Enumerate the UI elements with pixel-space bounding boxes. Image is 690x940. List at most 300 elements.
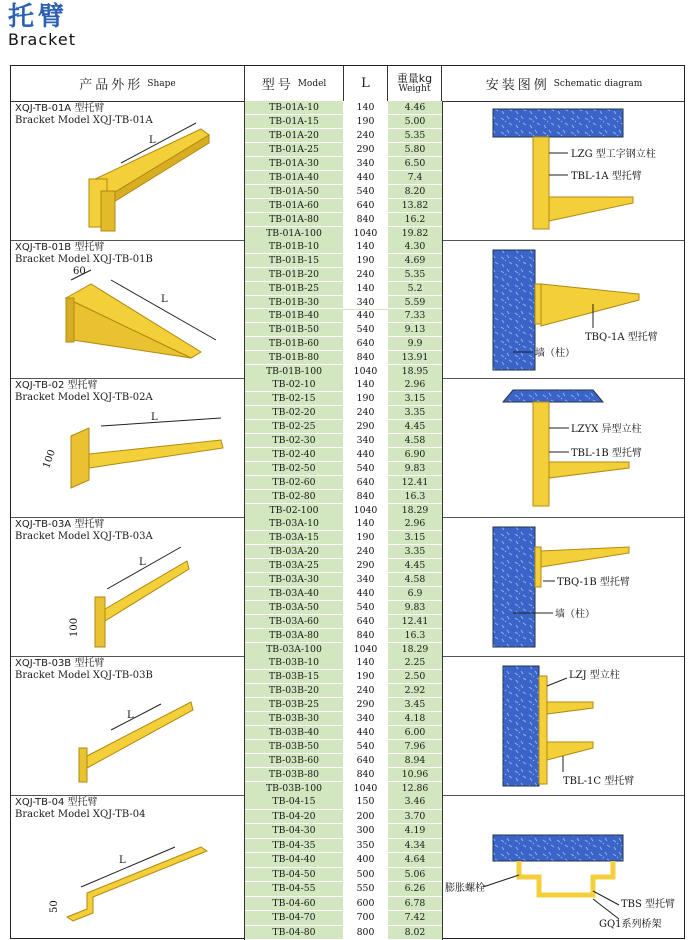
rows-tb-02 bbox=[245, 378, 442, 517]
shape-title-cn: XQJ-TB-04 型托臂 bbox=[15, 797, 145, 809]
length-cell: 190 bbox=[344, 392, 388, 405]
model-cell: TB-01A-10 bbox=[245, 101, 344, 114]
weight-cell: 16.2 bbox=[388, 213, 442, 226]
model-cell: TB-03A-15 bbox=[245, 531, 344, 544]
diagram-label-1: 膨胀螺栓 bbox=[445, 881, 485, 894]
diagram-label-2: 墙（柱） bbox=[555, 607, 595, 620]
length-cell: 540 bbox=[344, 185, 388, 198]
header-length bbox=[344, 66, 388, 101]
model-cell: TB-03B-50 bbox=[245, 740, 344, 753]
weight-cell: 5.35 bbox=[388, 129, 442, 142]
rows-tb-03b bbox=[245, 656, 442, 795]
weight-cell: 5.35 bbox=[388, 268, 442, 281]
model-cell: TB-01A-25 bbox=[245, 143, 344, 156]
shape-title-cn: XQJ-TB-03A 型托臂 bbox=[15, 519, 153, 531]
diagram-04-illustration bbox=[443, 795, 687, 940]
weight-cell: 9.83 bbox=[388, 462, 442, 475]
table-row bbox=[245, 351, 442, 365]
length-cell: 640 bbox=[344, 337, 388, 350]
table-row bbox=[245, 656, 442, 670]
shape-title-en: Bracket Model XQJ-TB-01B bbox=[15, 254, 153, 266]
model-cell: TB-03A-25 bbox=[245, 559, 344, 572]
shape-cell bbox=[11, 656, 245, 795]
weight-cell: 4.69 bbox=[388, 254, 442, 267]
weight-cell: 8.02 bbox=[388, 926, 442, 940]
shape-cell bbox=[11, 795, 245, 940]
length-cell: 340 bbox=[344, 573, 388, 586]
weight-cell: 6.78 bbox=[388, 897, 442, 911]
dim-l-label: L bbox=[161, 294, 168, 305]
header-weight-en: Weight bbox=[399, 85, 431, 94]
table-row bbox=[245, 795, 442, 810]
header-weight bbox=[388, 66, 442, 101]
length-cell: 400 bbox=[344, 853, 388, 867]
length-cell: 1040 bbox=[344, 365, 388, 378]
length-cell: 190 bbox=[344, 254, 388, 267]
shape-title-en: Bracket Model XQJ-TB-01A bbox=[15, 115, 153, 127]
model-cell: TB-04-80 bbox=[245, 926, 344, 940]
model-cell: TB-03B-30 bbox=[245, 712, 344, 725]
table-row bbox=[245, 810, 442, 825]
table-row bbox=[245, 365, 442, 379]
model-cell: TB-02-100 bbox=[245, 504, 344, 517]
shape-cell bbox=[11, 378, 245, 517]
dim-100-label: 100 bbox=[41, 448, 58, 470]
weight-cell: 9.9 bbox=[388, 337, 442, 350]
model-cell: TB-02-25 bbox=[245, 420, 344, 433]
model-cell: TB-01A-100 bbox=[245, 227, 344, 240]
table-row bbox=[245, 684, 442, 698]
weight-cell: 8.20 bbox=[388, 185, 442, 198]
bracket-03b-illustration bbox=[11, 656, 245, 795]
title-english: Bracket bbox=[8, 32, 76, 48]
model-cell: TB-03B-40 bbox=[245, 726, 344, 739]
table-header bbox=[11, 66, 684, 102]
rows-tb-04 bbox=[245, 795, 442, 940]
weight-cell: 3.15 bbox=[388, 392, 442, 405]
table-row bbox=[245, 670, 442, 684]
table-row bbox=[245, 897, 442, 912]
dim-l-label: L bbox=[119, 855, 126, 866]
model-cell: TB-03B-20 bbox=[245, 684, 344, 697]
bracket-04-illustration bbox=[11, 795, 245, 940]
length-cell: 640 bbox=[344, 476, 388, 489]
shape-title-en: Bracket Model XQJ-TB-03B bbox=[15, 670, 153, 682]
length-cell: 290 bbox=[344, 698, 388, 711]
title-chinese: 托臂 bbox=[8, 4, 76, 30]
length-cell: 290 bbox=[344, 559, 388, 572]
weight-cell: 4.64 bbox=[388, 853, 442, 867]
bracket-02-illustration bbox=[11, 378, 245, 517]
weight-cell: 4.45 bbox=[388, 559, 442, 572]
group-tb-01a bbox=[11, 101, 684, 241]
length-cell: 440 bbox=[344, 726, 388, 739]
model-cell: TB-01A-40 bbox=[245, 171, 344, 184]
model-cell: TB-01A-80 bbox=[245, 213, 344, 226]
model-cell: TB-02-40 bbox=[245, 448, 344, 461]
shape-cell bbox=[11, 240, 245, 378]
model-cell: TB-04-40 bbox=[245, 853, 344, 867]
table-row bbox=[245, 490, 442, 504]
weight-cell: 2.25 bbox=[388, 656, 442, 669]
model-cell: TB-04-55 bbox=[245, 882, 344, 896]
model-cell: TB-04-20 bbox=[245, 810, 344, 824]
weight-cell: 4.18 bbox=[388, 712, 442, 725]
table-row bbox=[245, 171, 442, 185]
model-cell: TB-04-15 bbox=[245, 795, 344, 809]
dim-50-label: 50 bbox=[49, 900, 60, 913]
model-cell: TB-03A-100 bbox=[245, 643, 344, 656]
model-cell: TB-02-20 bbox=[245, 406, 344, 419]
header-diagram bbox=[442, 66, 686, 101]
table-row bbox=[245, 392, 442, 406]
diagram-label-2: TBS 型托臂 bbox=[621, 897, 675, 910]
length-cell: 140 bbox=[344, 378, 388, 391]
diagram-tb-01a bbox=[442, 101, 686, 240]
length-cell: 540 bbox=[344, 462, 388, 475]
model-cell: TB-01B-80 bbox=[245, 351, 344, 364]
length-cell: 290 bbox=[344, 143, 388, 156]
length-cell: 240 bbox=[344, 684, 388, 697]
header-weight-cn: 重量kg bbox=[397, 73, 432, 85]
model-cell: TB-03A-80 bbox=[245, 629, 344, 642]
model-cell: TB-01B-20 bbox=[245, 268, 344, 281]
header-diagram-cn: 安装图例 bbox=[486, 74, 550, 93]
length-cell: 240 bbox=[344, 268, 388, 281]
weight-cell: 5.06 bbox=[388, 868, 442, 882]
length-cell: 840 bbox=[344, 351, 388, 364]
group-tb-03b bbox=[11, 656, 684, 796]
diagram-03b-illustration bbox=[443, 656, 687, 795]
model-cell: TB-02-30 bbox=[245, 434, 344, 447]
model-cell: TB-01B-100 bbox=[245, 365, 344, 378]
header-length-label: L bbox=[361, 76, 370, 91]
table-row bbox=[245, 740, 442, 754]
length-cell: 1040 bbox=[344, 504, 388, 517]
table-row bbox=[245, 587, 442, 601]
diagram-02-illustration bbox=[443, 378, 687, 517]
weight-cell: 6.9 bbox=[388, 587, 442, 600]
length-cell: 640 bbox=[344, 754, 388, 767]
weight-cell: 2.92 bbox=[388, 684, 442, 697]
weight-cell: 12.41 bbox=[388, 476, 442, 489]
diagram-03a-illustration bbox=[443, 517, 687, 656]
length-cell: 440 bbox=[344, 310, 388, 323]
rows-tb-03a bbox=[245, 517, 442, 656]
bracket-01a-illustration bbox=[11, 101, 245, 240]
model-cell: TB-03A-10 bbox=[245, 517, 344, 530]
weight-cell: 4.58 bbox=[388, 573, 442, 586]
length-cell: 150 bbox=[344, 795, 388, 809]
dim-l-label: L bbox=[151, 412, 158, 423]
weight-cell: 3.45 bbox=[388, 698, 442, 711]
table-row bbox=[245, 754, 442, 768]
weight-cell: 3.35 bbox=[388, 406, 442, 419]
header-model-en: Model bbox=[298, 79, 327, 89]
length-cell: 200 bbox=[344, 810, 388, 824]
diagram-01b-illustration bbox=[443, 240, 687, 378]
length-cell: 240 bbox=[344, 406, 388, 419]
weight-cell: 5.59 bbox=[388, 296, 442, 309]
group-tb-02 bbox=[11, 378, 684, 518]
length-cell: 340 bbox=[344, 712, 388, 725]
length-cell: 140 bbox=[344, 101, 388, 114]
weight-cell: 7.33 bbox=[388, 310, 442, 323]
weight-cell: 19.82 bbox=[388, 227, 442, 240]
table-row bbox=[245, 517, 442, 531]
weight-cell: 6.00 bbox=[388, 726, 442, 739]
dim-60-label: 60 bbox=[73, 266, 86, 277]
table-row bbox=[245, 853, 442, 868]
weight-cell: 2.50 bbox=[388, 670, 442, 683]
model-cell: TB-03B-60 bbox=[245, 754, 344, 767]
table-row bbox=[245, 323, 442, 337]
model-cell: TB-04-35 bbox=[245, 839, 344, 853]
weight-cell: 5.00 bbox=[388, 115, 442, 128]
page-title bbox=[8, 4, 76, 48]
weight-cell: 4.34 bbox=[388, 839, 442, 853]
table-row bbox=[245, 143, 442, 157]
shape-title-cn: XQJ-TB-01B 型托臂 bbox=[15, 242, 153, 254]
weight-cell: 18.95 bbox=[388, 365, 442, 378]
model-cell: TB-02-15 bbox=[245, 392, 344, 405]
length-cell: 140 bbox=[344, 656, 388, 669]
weight-cell: 3.70 bbox=[388, 810, 442, 824]
model-cell: TB-01B-50 bbox=[245, 323, 344, 336]
weight-cell: 10.96 bbox=[388, 768, 442, 781]
shape-title-en: Bracket Model XQJ-TB-03A bbox=[15, 531, 153, 543]
weight-cell: 6.90 bbox=[388, 448, 442, 461]
weight-cell: 9.83 bbox=[388, 601, 442, 614]
model-cell: TB-01A-60 bbox=[245, 199, 344, 212]
weight-cell: 2.96 bbox=[388, 517, 442, 530]
weight-cell: 7.42 bbox=[388, 911, 442, 925]
group-tb-01b bbox=[11, 240, 684, 379]
table-row bbox=[245, 926, 442, 940]
group-tb-04 bbox=[11, 795, 684, 940]
table-row bbox=[245, 378, 442, 392]
length-cell: 840 bbox=[344, 213, 388, 226]
rows-tb-01b bbox=[245, 240, 442, 378]
length-cell: 350 bbox=[344, 839, 388, 853]
header-model-cn: 型号 bbox=[262, 74, 294, 93]
model-cell: TB-03B-25 bbox=[245, 698, 344, 711]
length-cell: 340 bbox=[344, 296, 388, 309]
length-cell: 800 bbox=[344, 926, 388, 940]
model-cell: TB-02-60 bbox=[245, 476, 344, 489]
table-row bbox=[245, 448, 442, 462]
length-cell: 600 bbox=[344, 897, 388, 911]
weight-cell: 18.29 bbox=[388, 504, 442, 517]
table-row bbox=[245, 573, 442, 587]
table-row bbox=[245, 185, 442, 199]
model-cell: TB-01B-15 bbox=[245, 254, 344, 267]
table-row bbox=[245, 434, 442, 448]
table-row bbox=[245, 254, 442, 268]
model-cell: TB-01A-15 bbox=[245, 115, 344, 128]
diagram-label-2: TBL-1B 型托臂 bbox=[571, 446, 642, 459]
model-cell: TB-02-80 bbox=[245, 490, 344, 503]
model-cell: TB-03A-20 bbox=[245, 545, 344, 558]
model-cell: TB-01A-50 bbox=[245, 185, 344, 198]
table-row bbox=[245, 601, 442, 615]
diagram-01a-illustration bbox=[443, 101, 687, 240]
diagram-label-2: 墙（柱） bbox=[535, 346, 575, 359]
rows-tb-01a bbox=[245, 101, 442, 240]
table-row bbox=[245, 839, 442, 854]
table-row bbox=[245, 531, 442, 545]
shape-title-cn: XQJ-TB-01A 型托臂 bbox=[15, 103, 153, 115]
bracket-03a-illustration bbox=[11, 517, 245, 656]
weight-cell: 6.50 bbox=[388, 157, 442, 170]
dim-l-label: L bbox=[139, 557, 146, 568]
model-cell: TB-01B-30 bbox=[245, 296, 344, 309]
weight-cell: 4.58 bbox=[388, 434, 442, 447]
table-row bbox=[245, 504, 442, 518]
table-row bbox=[245, 824, 442, 839]
model-cell: TB-04-60 bbox=[245, 897, 344, 911]
model-cell: TB-02-10 bbox=[245, 378, 344, 391]
model-cell: TB-03A-40 bbox=[245, 587, 344, 600]
bracket-01b-illustration bbox=[11, 240, 245, 378]
table-row bbox=[245, 240, 442, 254]
table-row bbox=[245, 420, 442, 434]
diagram-label-2: TBL-1C 型托臂 bbox=[563, 774, 634, 787]
shape-title-en: Bracket Model XQJ-TB-04 bbox=[15, 809, 145, 821]
model-cell: TB-01B-40 bbox=[245, 310, 344, 323]
diagram-label-1: TBQ-1B 型托臂 bbox=[557, 575, 630, 588]
shape-cell bbox=[11, 517, 245, 656]
table-row bbox=[245, 337, 442, 351]
length-cell: 640 bbox=[344, 615, 388, 628]
dim-100-label: 100 bbox=[69, 618, 80, 637]
weight-cell: 3.46 bbox=[388, 795, 442, 809]
model-cell: TB-01B-10 bbox=[245, 240, 344, 253]
length-cell: 440 bbox=[344, 448, 388, 461]
weight-cell: 3.35 bbox=[388, 545, 442, 558]
length-cell: 140 bbox=[344, 240, 388, 253]
bracket-table bbox=[10, 65, 685, 939]
model-cell: TB-03B-100 bbox=[245, 782, 344, 795]
length-cell: 190 bbox=[344, 531, 388, 544]
model-cell: TB-03B-80 bbox=[245, 768, 344, 781]
length-cell: 500 bbox=[344, 868, 388, 882]
length-cell: 550 bbox=[344, 882, 388, 896]
table-row bbox=[245, 726, 442, 740]
length-cell: 240 bbox=[344, 129, 388, 142]
table-row bbox=[245, 882, 442, 897]
model-cell: TB-01B-25 bbox=[245, 282, 344, 295]
table-row bbox=[245, 268, 442, 282]
table-row bbox=[245, 227, 442, 241]
header-shape-en: Shape bbox=[147, 79, 175, 89]
header-shape bbox=[11, 66, 245, 101]
weight-cell: 4.30 bbox=[388, 240, 442, 253]
length-cell: 1040 bbox=[344, 782, 388, 795]
shape-cell bbox=[11, 101, 245, 240]
header-diagram-en: Schematic diagram bbox=[554, 79, 643, 89]
weight-cell: 2.96 bbox=[388, 378, 442, 391]
header-shape-cn: 产品外形 bbox=[79, 74, 143, 93]
table-row bbox=[245, 911, 442, 926]
model-cell: TB-04-50 bbox=[245, 868, 344, 882]
model-cell: TB-03A-30 bbox=[245, 573, 344, 586]
weight-cell: 4.45 bbox=[388, 420, 442, 433]
length-cell: 540 bbox=[344, 323, 388, 336]
diagram-tb-02 bbox=[442, 378, 686, 517]
table-row bbox=[245, 406, 442, 420]
diagram-tb-03a bbox=[442, 517, 686, 656]
length-cell: 1040 bbox=[344, 643, 388, 656]
weight-cell: 8.94 bbox=[388, 754, 442, 767]
dim-l-label: L bbox=[127, 710, 134, 721]
length-cell: 440 bbox=[344, 171, 388, 184]
table-row bbox=[245, 462, 442, 476]
table-row bbox=[245, 868, 442, 883]
length-cell: 1040 bbox=[344, 227, 388, 240]
model-cell: TB-01B-60 bbox=[245, 337, 344, 350]
table-row bbox=[245, 712, 442, 726]
diagram-tb-03b bbox=[442, 656, 686, 795]
table-row bbox=[245, 615, 442, 629]
diagram-tb-04 bbox=[442, 795, 686, 940]
weight-cell: 12.86 bbox=[388, 782, 442, 795]
group-tb-03a bbox=[11, 517, 684, 657]
weight-cell: 4.46 bbox=[388, 101, 442, 114]
diagram-label-1: LZG 型工字钢立柱 bbox=[571, 147, 656, 160]
model-cell: TB-04-30 bbox=[245, 824, 344, 838]
table-row bbox=[245, 296, 442, 310]
length-cell: 140 bbox=[344, 282, 388, 295]
length-cell: 140 bbox=[344, 517, 388, 530]
weight-cell: 9.13 bbox=[388, 323, 442, 336]
model-cell: TB-03A-50 bbox=[245, 601, 344, 614]
length-cell: 440 bbox=[344, 587, 388, 600]
weight-cell: 13.82 bbox=[388, 199, 442, 212]
diagram-label-2: TBL-1A 型托臂 bbox=[571, 169, 642, 182]
table-row bbox=[245, 559, 442, 573]
weight-cell: 12.41 bbox=[388, 615, 442, 628]
dim-l-label: L bbox=[149, 135, 156, 146]
model-cell: TB-02-50 bbox=[245, 462, 344, 475]
length-cell: 340 bbox=[344, 434, 388, 447]
length-cell: 840 bbox=[344, 490, 388, 503]
diagram-label-1: LZJ 型立柱 bbox=[569, 668, 620, 681]
weight-cell: 16.3 bbox=[388, 629, 442, 642]
table-row bbox=[245, 157, 442, 171]
table-row bbox=[245, 698, 442, 712]
length-cell: 840 bbox=[344, 629, 388, 642]
length-cell: 700 bbox=[344, 911, 388, 925]
model-cell: TB-03B-10 bbox=[245, 656, 344, 669]
model-cell: TB-03A-60 bbox=[245, 615, 344, 628]
weight-cell: 13.91 bbox=[388, 351, 442, 364]
diagram-label-3: GQ1系列桥架 bbox=[599, 917, 662, 930]
length-cell: 290 bbox=[344, 420, 388, 433]
weight-cell: 7.4 bbox=[388, 171, 442, 184]
weight-cell: 7.96 bbox=[388, 740, 442, 753]
length-cell: 190 bbox=[344, 670, 388, 683]
weight-cell: 18.29 bbox=[388, 643, 442, 656]
weight-cell: 16.3 bbox=[388, 490, 442, 503]
weight-cell: 5.2 bbox=[388, 282, 442, 295]
length-cell: 540 bbox=[344, 740, 388, 753]
table-row bbox=[245, 629, 442, 643]
length-cell: 240 bbox=[344, 545, 388, 558]
shape-title-cn: XQJ-TB-03B 型托臂 bbox=[15, 658, 153, 670]
weight-cell: 6.26 bbox=[388, 882, 442, 896]
shape-title-en: Bracket Model XQJ-TB-02A bbox=[15, 392, 153, 404]
